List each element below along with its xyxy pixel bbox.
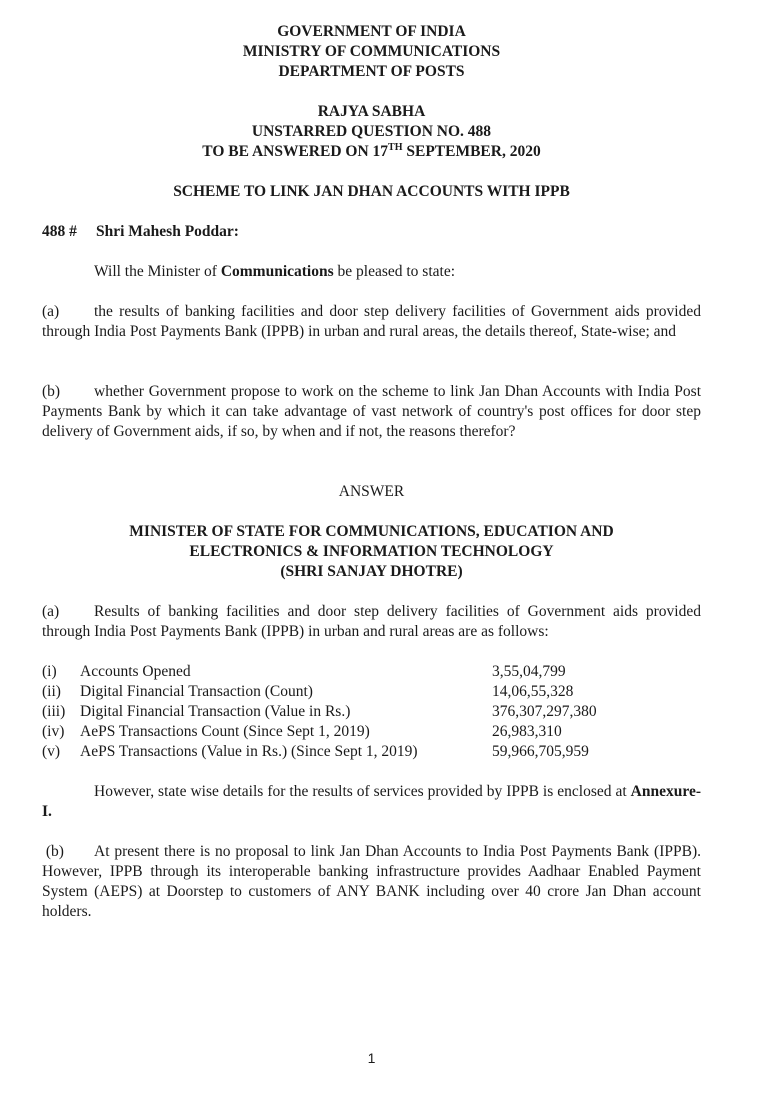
header-government: GOVERNMENT OF INDIA [277,23,466,40]
row-description: Accounts Opened [80,663,191,680]
row-value: 3,55,04,799 [492,663,566,680]
government-header [42,22,701,82]
intro-suffix: be pleased to state: [333,263,456,280]
answer-date-prefix: TO BE ANSWERED ON 17 [202,143,389,160]
answer-part-b-text: At present there is no proposal to link Jan Dhan Accounts to India Post Payments Bank (IPPB). However, IPPB through its interoperable banking infrastructure provides Aadhaar Enabled Payment System (AEPS) at Doorstep to customers of ANY BANK including over 40 crore Jan Dhan account holders. [42,843,701,920]
question-number: UNSTARRED QUESTION NO. 488 [251,123,492,140]
minister-line-2: ELECTRONICS & INFORMATION TECHNOLOGY [189,543,554,560]
table-row [42,722,701,742]
question-info [42,102,701,162]
annexure-reference: Annexure-I. [42,783,701,820]
annexure-text: However, state wise details for the results of services provided by IPPB is enclosed at [94,783,631,800]
row-value: 26,983,310 [492,723,562,740]
table-row [42,742,701,762]
row-value: 59,966,705,959 [492,743,589,760]
house-name: RAJYA SABHA [317,103,426,120]
row-number: (i) [42,663,57,680]
subject-title: SCHEME TO LINK JAN DHAN ACCOUNTS WITH IPPB [173,183,570,200]
answer-heading: ANSWER [338,483,405,500]
answer-date-superscript: TH [388,142,403,153]
results-table [42,662,701,762]
row-number: (iv) [42,723,65,740]
intro-prefix: Will the Minister of [94,263,221,280]
row-description: Digital Financial Transaction (Value in Rs.) [80,703,351,720]
answer-part-a-label: (a) [42,603,60,620]
question-part-a-text: the results of banking facilities and door step delivery facilities of Government aids provided through India Post Payments Bank (IPPB) in urban and rural areas, the details thereof, State-wise; and [42,303,701,340]
answer-part-a [42,602,701,642]
document-page [42,0,701,1119]
annexure-paragraph [42,782,701,822]
intro-ministry: Communications [220,263,334,280]
row-value: 14,06,55,328 [492,683,574,700]
question-intro [42,262,701,282]
question-part-a-label: (a) [42,303,60,320]
answer-part-b [42,842,701,922]
minister-block [42,522,701,582]
answer-part-a-text: Results of banking facilities and door step delivery facilities of Government aids provided through India Post Payments Bank (IPPB) in urban and rural areas are as follows: [42,603,701,640]
answer-part-b-label-text: (b) [45,843,64,860]
row-number: (ii) [42,683,61,700]
question-mark-number: 488 # [42,223,77,240]
header-ministry: MINISTRY OF COMMUNICATIONS [242,43,501,60]
minister-name: (SHRI SANJAY DHOTRE) [280,563,463,580]
question-part-a [42,302,701,342]
row-value: 376,307,297,380 [492,703,597,720]
header-department: DEPARTMENT OF POSTS [278,63,465,80]
row-description: AePS Transactions (Value in Rs.) (Since Sept 1, 2019) [80,743,418,760]
question-part-b-text: whether Government propose to work on the scheme to link Jan Dhan Accounts with India Post Payments Bank by which it can take advantage of vast network of country's post offices for door step delivery of Government aids, if so, by when and if not, the reasons therefor? [42,383,701,440]
row-description: Digital Financial Transaction (Count) [80,683,313,700]
row-number: (iii) [42,703,66,720]
question-member-line [42,222,239,242]
page-number: 1 [367,1050,376,1066]
table-row [42,662,701,682]
answer-part-b-label [42,842,94,862]
answer-date-suffix: SEPTEMBER, 2020 [402,143,541,160]
answer-date [42,142,701,162]
row-number: (v) [42,743,61,760]
row-description: AePS Transactions Count (Since Sept 1, 2019) [80,723,370,740]
minister-line-1: MINISTER OF STATE FOR COMMUNICATIONS, EDUCATION AND [129,523,614,540]
member-name: Shri Mahesh Poddar: [96,223,239,240]
question-part-b [42,382,701,442]
question-part-b-label: (b) [42,383,61,400]
table-row [42,682,701,702]
table-row [42,702,701,722]
